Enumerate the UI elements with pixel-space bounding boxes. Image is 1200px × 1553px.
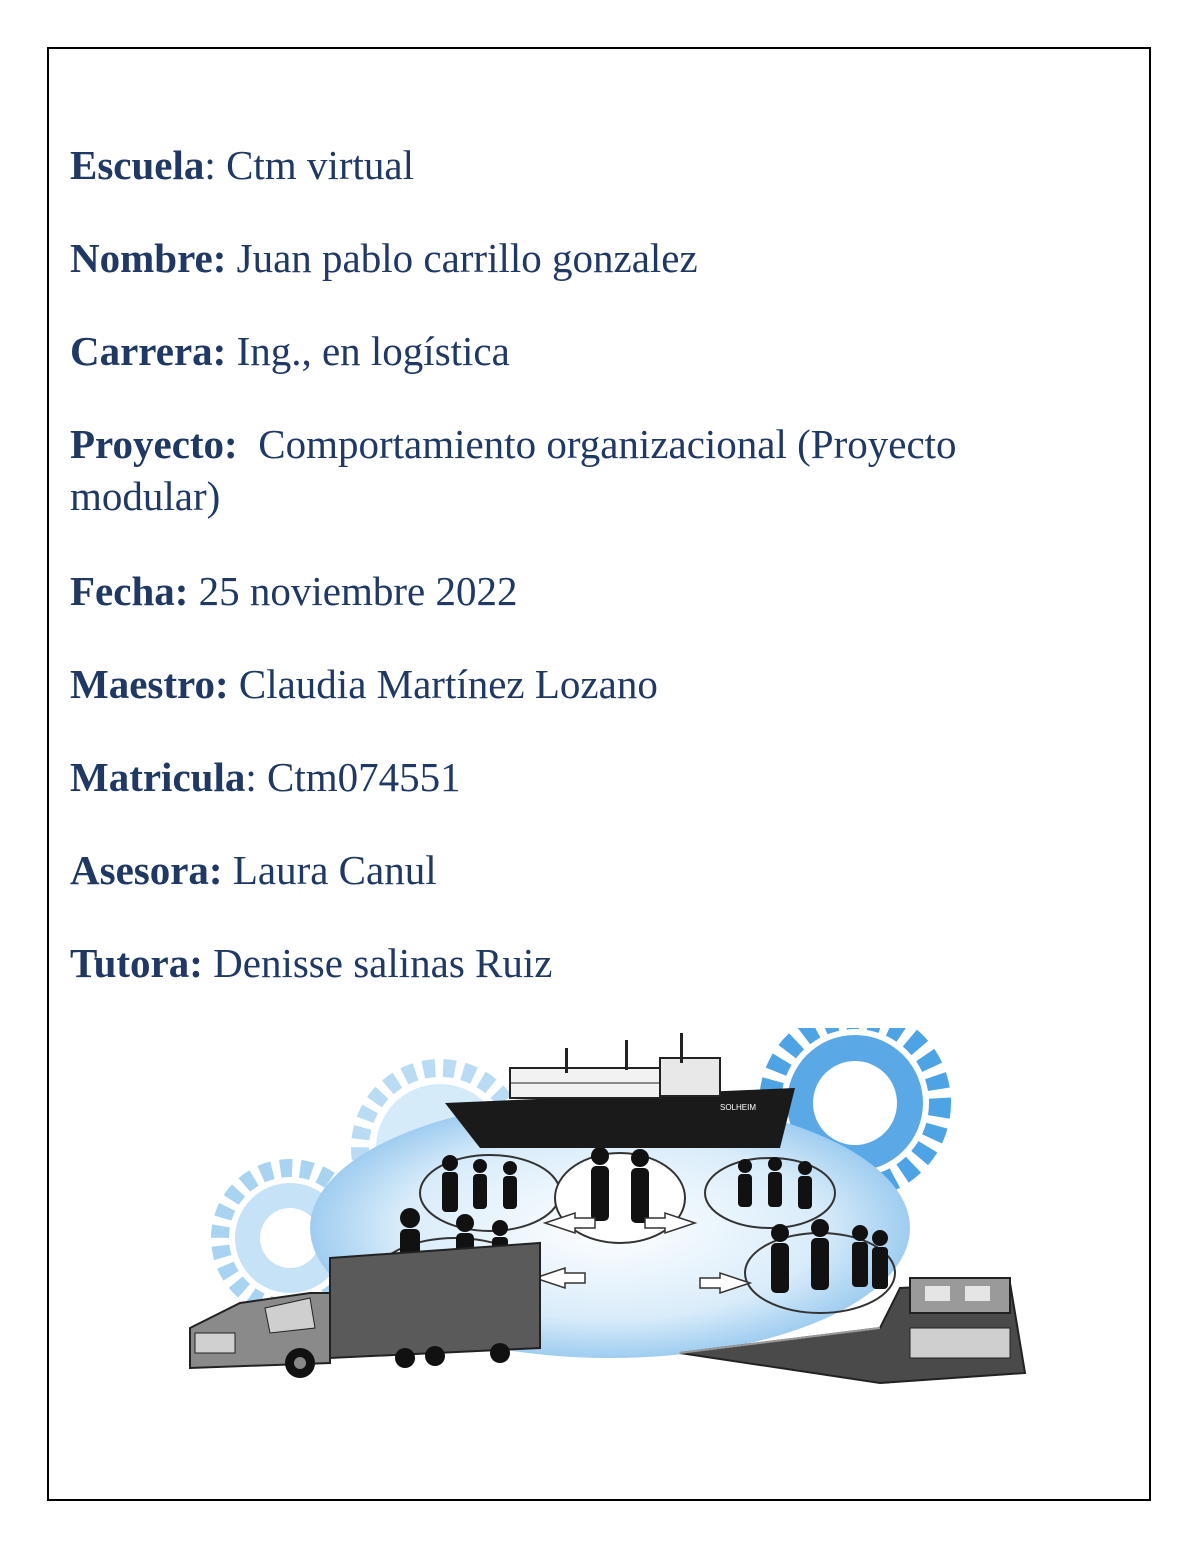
field-escuela	[70, 139, 1110, 191]
field-tutora	[70, 937, 1110, 989]
field-value: Ing., en logística	[236, 328, 510, 374]
field-carrera	[70, 325, 1110, 377]
field-separator	[203, 940, 213, 986]
field-maestro	[70, 658, 1110, 710]
field-label: Carrera:	[70, 328, 227, 374]
field-value: Claudia Martínez Lozano	[238, 661, 658, 707]
field-asesora	[70, 844, 1110, 896]
field-nombre	[70, 232, 1110, 284]
logistics-illustration	[180, 1028, 1040, 1398]
field-value: Ctm virtual	[226, 142, 414, 188]
field-separator	[229, 661, 239, 707]
field-separator	[226, 328, 236, 374]
field-value: Ctm074551	[267, 754, 461, 800]
field-label: Nombre:	[70, 235, 227, 281]
field-label: Maestro:	[70, 661, 229, 707]
field-label: Tutora:	[70, 940, 203, 986]
field-value: 25 noviembre 2022	[198, 568, 518, 614]
field-value: Laura Canul	[232, 847, 437, 893]
field-label: Asesora:	[70, 847, 223, 893]
field-label: Matricula	[70, 754, 246, 800]
field-label: Fecha:	[70, 568, 189, 614]
field-separator	[226, 235, 236, 281]
field-separator	[238, 421, 259, 467]
field-separator	[223, 847, 233, 893]
ship-icon	[445, 1033, 795, 1148]
field-separator: :	[245, 754, 267, 800]
ship-name: SOLHEIM	[720, 1103, 757, 1112]
field-value: Juan pablo carrillo gonzalez	[236, 235, 698, 281]
field-value: Comportamiento organizacional (Proyecto modular)	[70, 421, 957, 519]
field-value: Denisse salinas Ruiz	[213, 940, 553, 986]
field-separator	[188, 568, 198, 614]
field-proyecto	[70, 418, 1110, 522]
field-fecha	[70, 565, 1110, 617]
field-label: Escuela	[70, 142, 205, 188]
field-separator: :	[204, 142, 227, 188]
field-matricula	[70, 751, 1110, 803]
field-label: Proyecto:	[70, 421, 238, 467]
